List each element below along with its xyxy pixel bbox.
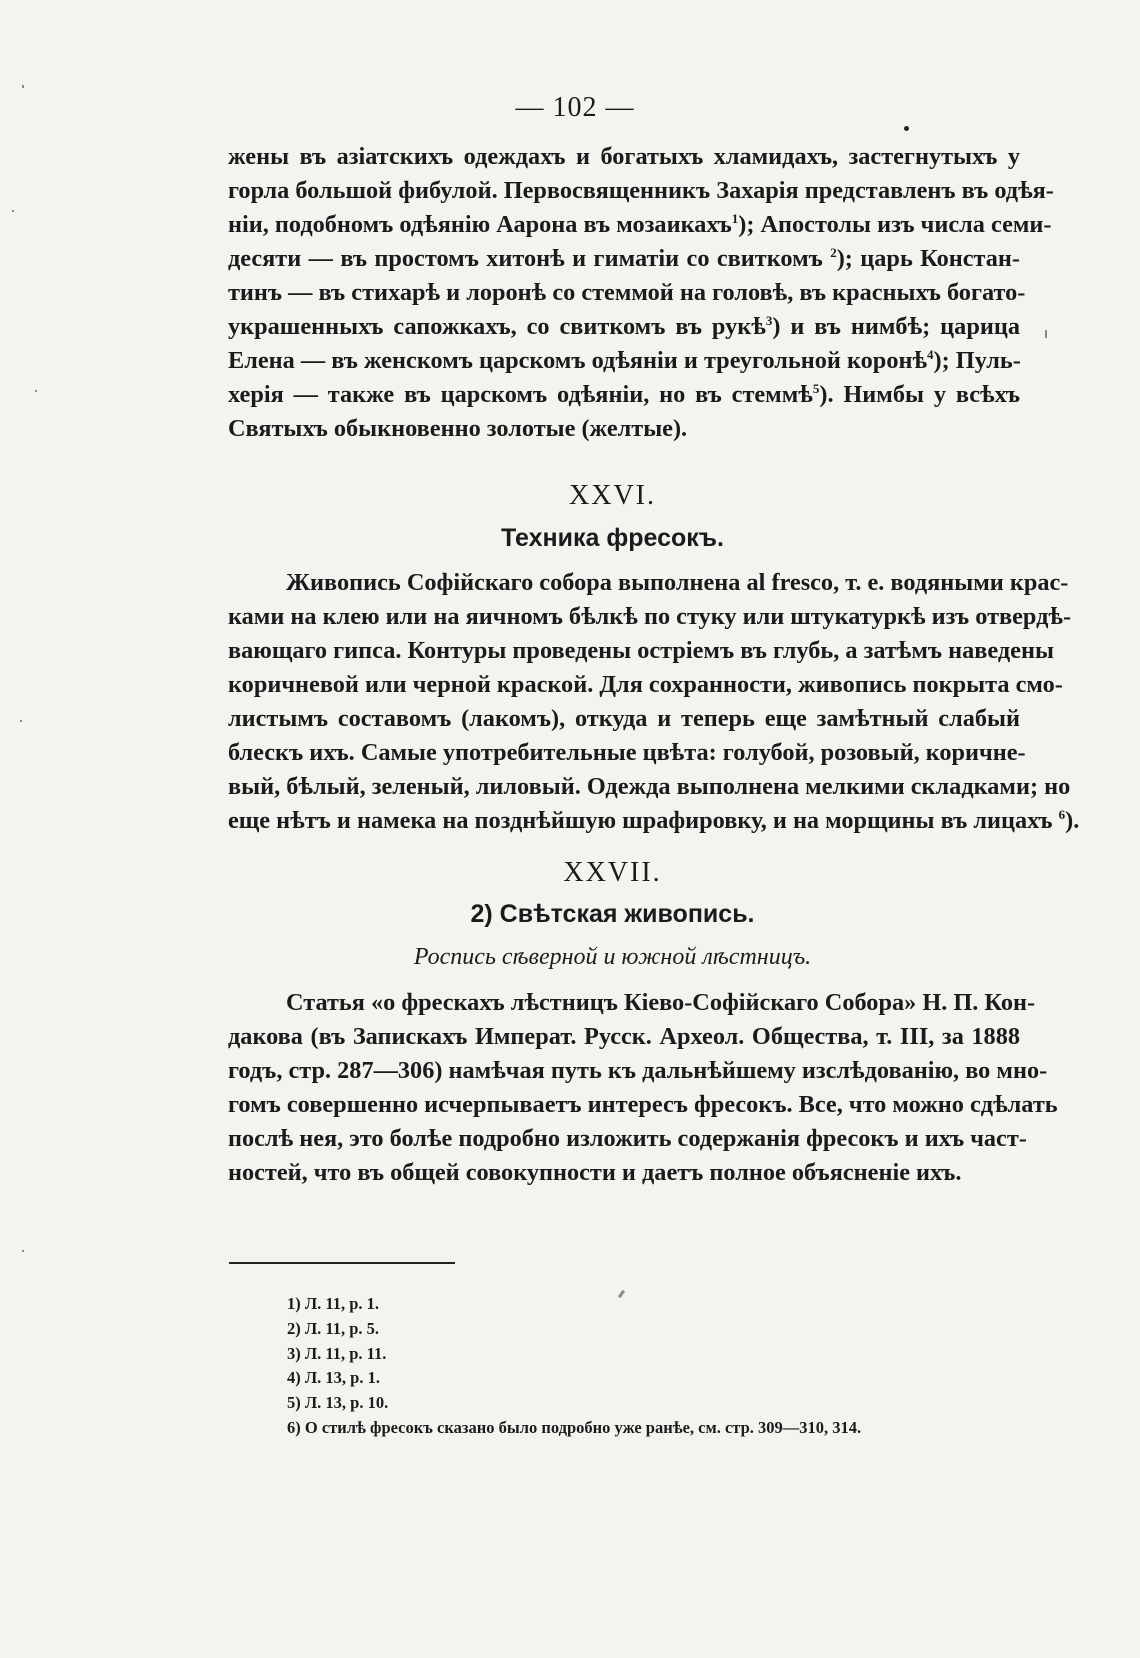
- text-line: ніи, подобномъ одѣянію Аарона въ мозаикахъ$^1$); Апостолы изъ числа семи-: [228, 210, 1052, 238]
- text-line: Живопись Софійскаго собора выполнена al fresco, т. е. водяными крас-: [286, 569, 1069, 596]
- footnote-item: 6) О стилѣ фресокъ сказано было подробно уже ранѣе, см. стр. 309—310, 314.: [287, 1417, 862, 1437]
- text-line: украшенныхъ сапожкахъ, со свиткомъ въ рукѣ$^3$) и въ нимбѣ; царица: [228, 312, 1020, 340]
- text-line: Статья «о фрескахъ лѣстницъ Кіево-Софійскаго Собора» Н. П. Кон-: [286, 989, 1036, 1016]
- footnote-separator: [229, 1262, 455, 1264]
- scan-speck: [1045, 330, 1047, 338]
- text-line: горла большой фибулой. Первосвященникъ Захарія представленъ въ одѣя-: [228, 177, 1054, 204]
- scan-speck: [12, 210, 14, 212]
- footnote-ref[interactable]: 4: [927, 346, 934, 362]
- scan-speck: [35, 390, 37, 392]
- text-line: тинъ — въ стихарѣ и лоронѣ со стеммой на головѣ, въ красныхъ богато-: [228, 279, 1026, 306]
- footnote-item: 1) Л. 11, р. 1.: [287, 1294, 380, 1313]
- text-line: дакова (въ Запискахъ Императ. Русск. Археол. Общества, т. III, за 1888: [228, 1023, 1020, 1050]
- section-number-26: XXVI.: [569, 480, 656, 511]
- text-line: блескъ ихъ. Самые употребительные цвѣта: голубой, розовый, коричне-: [228, 739, 1026, 766]
- footnote-ref[interactable]: 2: [830, 244, 837, 260]
- text-line: годъ, стр. 287—306) намѣчая путь къ дальнѣйшему изслѣдованію, во мно-: [228, 1057, 1048, 1084]
- footnotes: [287, 1292, 861, 1441]
- section-title-27: 2) Свѣтская живопись.: [470, 900, 755, 928]
- section-title-26: Техника фресокъ.: [501, 524, 724, 552]
- ink-dot: [904, 126, 909, 131]
- section-number-27: XXVII.: [563, 857, 662, 888]
- text-line: еще нѣтъ и намека на позднѣйшую шрафировку, и на морщины въ лицахъ $^6$).: [228, 806, 1080, 834]
- text-line: ками на клею или на яичномъ бѣлкѣ по стуку или штукатуркѣ изъ отвердѣ-: [228, 603, 1072, 630]
- text-line: Елена — въ женскомъ царскомъ одѣяніи и треугольной коронѣ$^4$); Пуль-: [228, 346, 1021, 374]
- footnote-ref[interactable]: 6: [1058, 806, 1066, 822]
- footnote-item: 5) Л. 13, р. 10.: [287, 1393, 389, 1413]
- text-line: послѣ нея, это болѣе подробно изложить содержанія фресокъ и ихъ част-: [228, 1125, 1027, 1152]
- footnote-item: 2) Л. 11, р. 5.: [287, 1318, 380, 1338]
- scan-speck: [20, 720, 22, 722]
- footnote-ref[interactable]: 1: [731, 210, 739, 226]
- paragraph-top: [228, 140, 1054, 446]
- text-line: Святыхъ обыкновенно золотые (желтые).: [228, 415, 688, 442]
- text-line: листымъ составомъ (лакомъ), откуда и теперь еще замѣтный слабый: [228, 705, 1020, 732]
- paragraph-section-27: [228, 986, 1058, 1190]
- scan-speck: [22, 1250, 24, 1252]
- footnote-ref[interactable]: 5: [812, 380, 820, 396]
- text-line: вый, бѣлый, зеленый, лиловый. Одежда выполнена мелкими складками; но: [228, 773, 1071, 800]
- text-line: ностей, что въ общей совокупности и даетъ полное объясненіе ихъ.: [228, 1159, 962, 1186]
- text-line: жены въ азіатскихъ одеждахъ и богатыхъ хламидахъ, застегнутыхъ у: [228, 143, 1020, 170]
- paragraph-section-26: [228, 566, 1080, 838]
- footnote-ref[interactable]: 3: [765, 312, 773, 328]
- text-line: херія — также въ царскомъ одѣяніи, но въ стеммѣ$^5$). Нимбы у всѣхъ: [228, 380, 1021, 408]
- text-line: гомъ совершенно исчерпываетъ интересъ фресокъ. Все, что можно сдѣлать: [228, 1091, 1058, 1118]
- page-number: — 102 —: [515, 92, 635, 123]
- footnote-item: 3) Л. 11, р. 11.: [287, 1343, 387, 1363]
- scan-speck: [22, 85, 24, 88]
- footnote-item: 4) Л. 13, р. 1.: [287, 1368, 380, 1388]
- text-line: вающаго гипса. Контуры проведены остріемъ въ глубь, а затѣмъ наведены: [228, 637, 1054, 664]
- text-line: десяти — въ простомъ хитонѣ и гиматіи со свиткомъ $^2$); царь Констан-: [228, 244, 1020, 272]
- text-line: коричневой или черной краской. Для сохранности, живопись покрыта смо-: [228, 671, 1063, 698]
- section-subtitle-27: Роспись сѣверной и южной лѣстницъ.: [413, 944, 812, 970]
